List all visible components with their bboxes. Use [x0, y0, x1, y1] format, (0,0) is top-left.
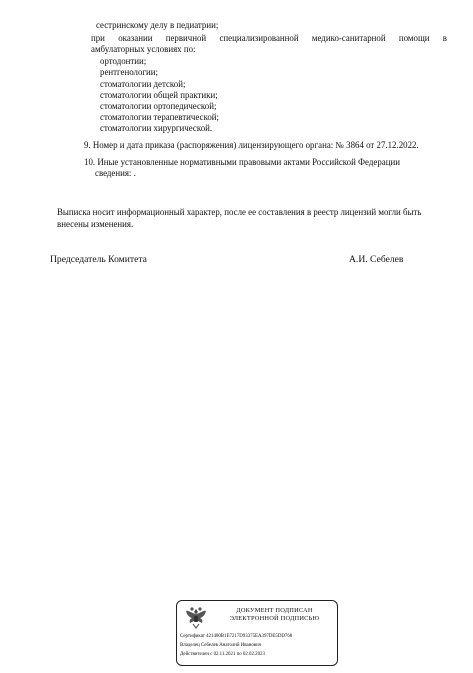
stamp-title-line: ДОКУМЕНТ ПОДПИСАН [236, 607, 313, 614]
list-line: стоматологии ортопедической; [100, 101, 217, 111]
stamp-title [217, 607, 332, 622]
list-line: сестринскому делу в педиатрии; [96, 20, 219, 30]
list-line: стоматологии хирургической. [100, 123, 213, 133]
electronic-signature-stamp [176, 600, 338, 666]
signer-name: А.И. Себелев [349, 254, 404, 265]
notice-text: Выписка носит информационный характер, после ее составления в реестр лицензий могли быть [57, 207, 422, 217]
item-9: 9. Номер и дата приказа (распоряжения) лицензирующего органа: № 3864 от 27.12.2022. [84, 140, 419, 150]
list-line: стоматологии терапевтической; [100, 112, 219, 122]
signer-position: Председатель Комитета [50, 254, 147, 265]
item-10-continuation: сведения: . [95, 168, 136, 178]
list-line: стоматологии общей практики; [100, 90, 218, 100]
certificate-number: Сертификат 421400B1E7217D93375EA397DE5DD768 [180, 634, 293, 639]
certificate-validity: Действителен с 02.11.2021 по 02.02.2023 [180, 652, 265, 657]
list-line: ортодонтии; [100, 56, 147, 66]
item-10: 10. Иные установленные нормативными правовыми актами Российской Федерации [84, 157, 400, 167]
notice-text-continuation: внесены изменения. [57, 219, 134, 229]
list-line: при оказании первичной специализированной медико-санитарной помощи в [91, 33, 447, 43]
stamp-title-line: ЭЛЕКТРОННОЙ ПОДПИСЬЮ [229, 614, 320, 622]
certificate-owner: Владелец Себелев Анатолий Иванович [180, 643, 262, 648]
list-line: рентгенологии; [100, 67, 159, 77]
list-line: стоматологии детской; [100, 79, 186, 89]
list-line: амбулаторных условиях по: [91, 44, 196, 54]
coat-of-arms-icon [183, 605, 209, 631]
